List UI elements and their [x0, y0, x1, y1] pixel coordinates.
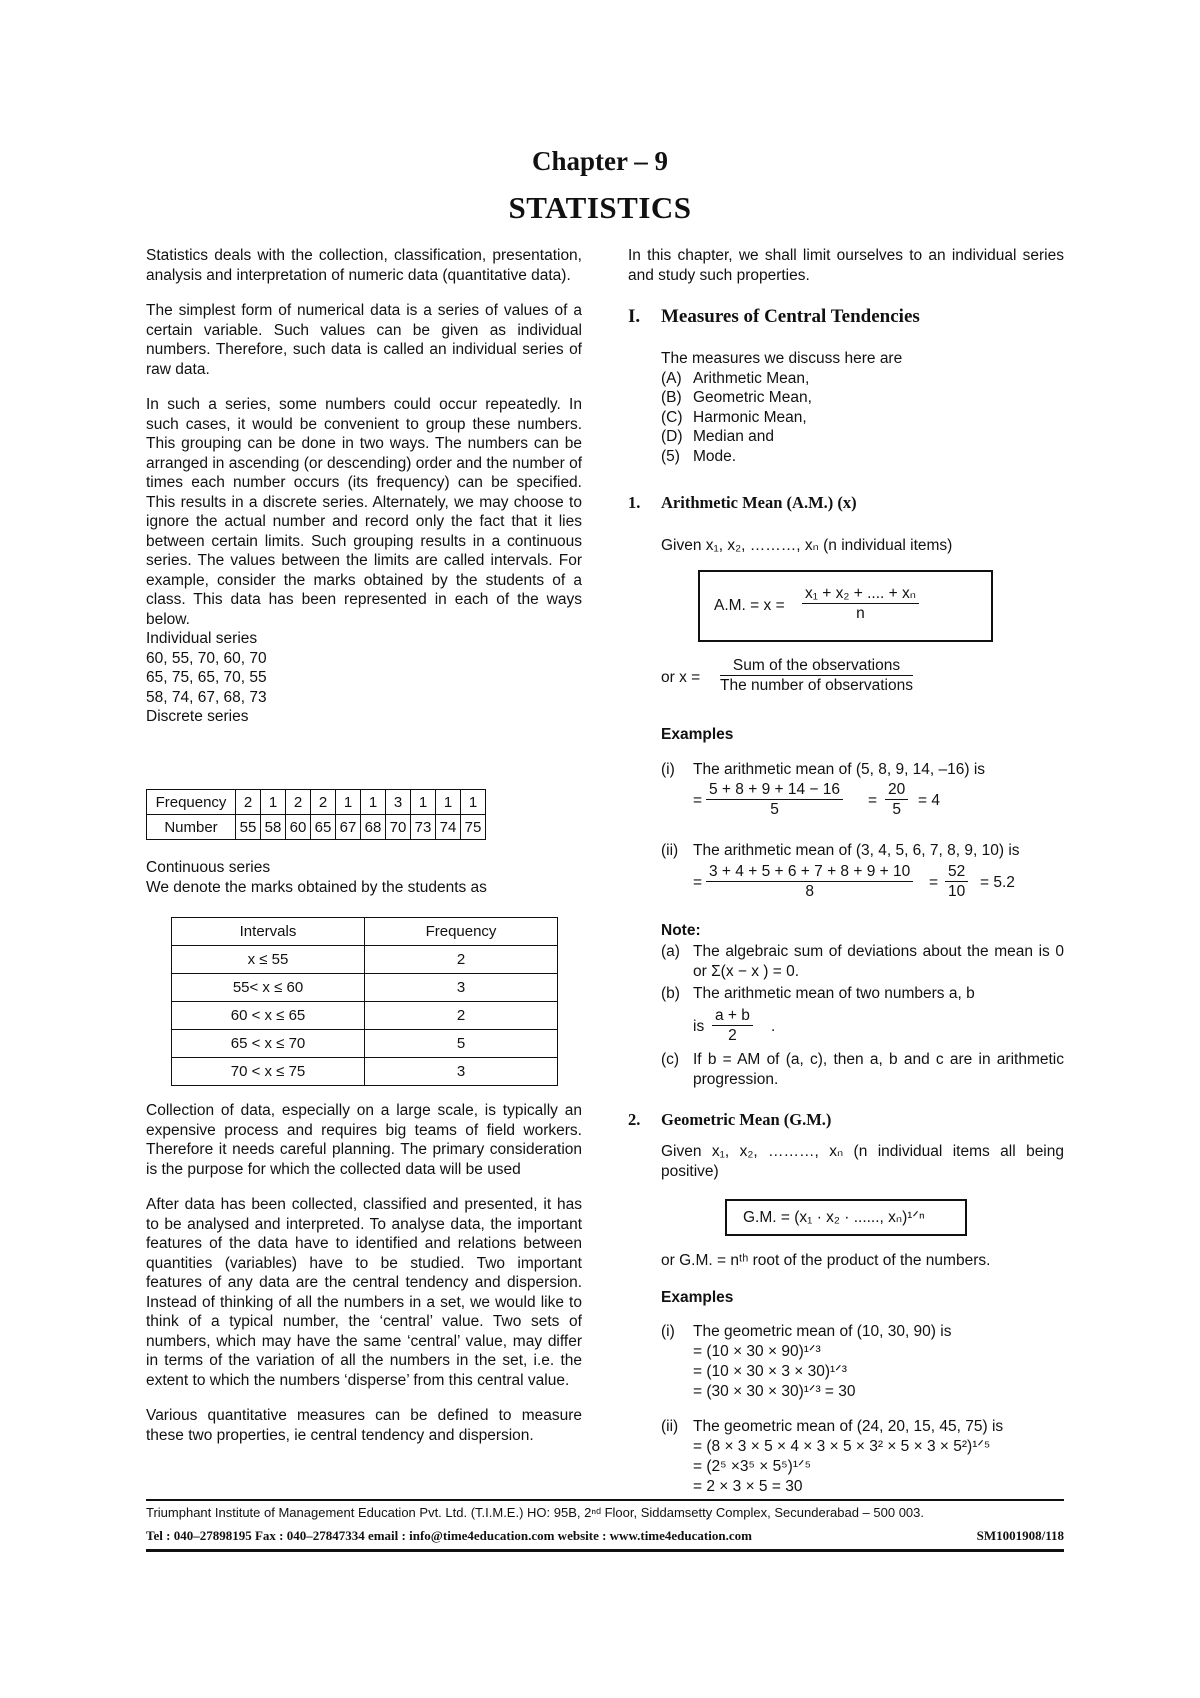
paragraph-chapter-scope: In this chapter, we shall limit ourselves to an individual series and study such properties. [628, 247, 1064, 284]
section-number: I. [628, 306, 641, 327]
list-item-text: Geometric Mean, [693, 389, 812, 406]
footer-contact [146, 1528, 1064, 1544]
fraction-denominator: 10 [948, 883, 966, 900]
note-tag: (a) [661, 943, 680, 960]
number-cell: 67 [336, 815, 361, 840]
table-header: Intervals [172, 918, 365, 946]
section-heading: Measures of Central Tendencies [661, 306, 920, 327]
individual-row: 60, 55, 70, 60, 70 [146, 649, 267, 667]
frequency-cell: 1 [361, 790, 386, 815]
am-given: Given x₁, x₂, ………, xₙ (n individual items) [661, 537, 953, 554]
discrete-series-label: Discrete series [146, 708, 249, 725]
list-item [661, 369, 1064, 389]
number-label: Number [147, 815, 236, 840]
fraction-numerator: 3 + 4 + 5 + 6 + 7 + 8 + 9 + 10 [706, 862, 913, 882]
chapter-heading: Chapter – 9 [531, 146, 668, 176]
number-cell: 75 [461, 815, 486, 840]
number-cell: 55 [236, 815, 261, 840]
example-text: The geometric mean of (24, 20, 15, 45, 75) is [693, 1418, 1004, 1435]
example-text: The arithmetic mean of (5, 8, 9, 14, –16) is [693, 761, 986, 778]
example-step: = (30 × 30 × 30)¹ᐟ³ = 30 [693, 1383, 856, 1400]
individual-row: 58, 74, 67, 68, 73 [146, 688, 267, 706]
gm-formula: G.M. = (x₁ · x₂ · ......, xₙ)¹ᐟⁿ [743, 1209, 925, 1226]
example-step: = (2⁵ ×3⁵ × 5⁵)¹ᐟ⁵ [693, 1458, 811, 1475]
discrete-series-table [146, 789, 486, 840]
measures-intro: The measures we discuss here are [661, 350, 903, 367]
example-step: = (8 × 3 × 5 × 4 × 3 × 5 × 3² × 5 × 3 × 5²)¹ᐟ⁵ [693, 1438, 991, 1455]
example-step: = 2 × 3 × 5 = 30 [693, 1478, 803, 1495]
am-formula-lhs: A.M. = x = [714, 597, 785, 614]
list-item-text: Median and [693, 428, 775, 445]
frequency-cell: 3 [365, 974, 558, 1002]
list-item-tag: (5) [661, 447, 680, 465]
fraction-numerator: a + b [712, 1006, 753, 1026]
frequency-cell: 3 [386, 790, 411, 815]
list-item [661, 447, 1064, 467]
equals-sign: = [868, 792, 878, 809]
paragraph-grouping: In such a series, some numbers could occur repeatedly. In such cases, it would be convenient to group these numbers. This grouping can be done in two ways. The numbers can be arranged in ascending (or descending) order and the number of times each number occurs (its frequency) can be specified. This results in a discrete series. Alternately, we may choose to ignore the actual number and record only the fact that it lies between certain limits. Such grouping results in a continuous series. The values between the limits are called intervals. For example, consider the marks obtained by the students of a class. This data has been represented in each of the ways below. [146, 396, 582, 628]
subsection-number: 1. [628, 493, 641, 512]
interval-cell: 60 < x ≤ 65 [172, 1002, 365, 1030]
examples-label: Examples [661, 1289, 734, 1306]
example-fraction [945, 862, 968, 901]
note-tag: (c) [661, 1051, 680, 1068]
table-row [172, 1030, 558, 1058]
measures-list [661, 349, 1064, 466]
paragraph-measures: Various quantitative measures can be defined to measure these two properties, ie central tendency and dispersion. [146, 1407, 582, 1444]
note-label: Note: [661, 922, 701, 939]
list-item [661, 408, 1064, 428]
fraction-numerator: x₁ + x₂ + .... + xₙ [802, 584, 919, 604]
fraction-denominator: n [856, 605, 865, 622]
example-tag: (i) [661, 1323, 675, 1340]
table-row [172, 1058, 558, 1086]
list-item-text: Mode. [693, 447, 737, 465]
subsection-number: 2. [628, 1110, 641, 1129]
fraction-denominator: 2 [728, 1027, 737, 1044]
gm-given: Given x₁, x₂, ………, xₙ (n individual items all being positive) [661, 1143, 1064, 1180]
note-text: The arithmetic mean of two numbers a, b [693, 985, 975, 1002]
fraction-numerator: 20 [885, 780, 908, 800]
individual-series-label: Individual series [146, 630, 258, 647]
list-item-tag: (A) [661, 369, 682, 387]
frequency-cell: 1 [411, 790, 436, 815]
number-cell: 60 [286, 815, 311, 840]
footer-bottom-rule [146, 1549, 1064, 1552]
frequency-label: Frequency [147, 790, 236, 815]
interval-cell: 70 < x ≤ 75 [172, 1058, 365, 1086]
table-header: Frequency [365, 918, 558, 946]
right-column-intro [628, 246, 1064, 285]
table-row [172, 1002, 558, 1030]
frequency-cell: 1 [261, 790, 286, 815]
example-fraction [706, 862, 913, 901]
list-item-tag: (C) [661, 408, 683, 426]
subsection-heading: Arithmetic Mean (A.M.) (x) [661, 493, 857, 512]
frequency-row [147, 790, 486, 815]
number-cell: 73 [411, 815, 436, 840]
number-cell: 58 [261, 815, 286, 840]
am-formula-box [698, 570, 993, 642]
list-item [661, 388, 1064, 408]
frequency-cell: 1 [336, 790, 361, 815]
frequency-cell: 1 [436, 790, 461, 815]
gm-formula-box [725, 1199, 967, 1236]
examples-label: Examples [661, 726, 734, 743]
frequency-cell: 2 [311, 790, 336, 815]
number-cell: 70 [386, 815, 411, 840]
continuous-series-table [171, 917, 558, 1086]
number-cell: 74 [436, 815, 461, 840]
interval-cell: 55< x ≤ 60 [172, 974, 365, 1002]
equals-sign: = [693, 874, 703, 891]
fraction-denominator: 5 [770, 801, 779, 818]
example-result: = 5.2 [980, 874, 1015, 891]
am-or-lhs: or x = [661, 669, 701, 686]
fraction-numerator: Sum of the observations [720, 656, 913, 676]
number-row [147, 815, 486, 840]
frequency-cell: 2 [365, 1002, 558, 1030]
fraction-denominator: 8 [805, 883, 814, 900]
number-cell: 68 [361, 815, 386, 840]
paragraph-raw-data: The simplest form of numerical data is a series of values of a certain variable. Such values can be given as individual numbers. Therefore, such data is called an individual series of raw data. [146, 302, 582, 378]
continuous-series-intro: We denote the marks obtained by the students as [146, 878, 487, 896]
example-text: The geometric mean of (10, 30, 90) is [693, 1323, 952, 1340]
note-tag: (b) [661, 985, 680, 1002]
list-item [661, 427, 1064, 447]
example-tag: (ii) [661, 1418, 679, 1435]
frequency-cell: 2 [365, 946, 558, 974]
subsection-heading: Geometric Mean (G.M.) [661, 1110, 832, 1129]
left-column [146, 246, 582, 727]
list-item-tag: (B) [661, 389, 682, 406]
interval-cell: x ≤ 55 [172, 946, 365, 974]
continuous-series-block [146, 858, 582, 897]
fraction-numerator: 52 [945, 862, 968, 882]
example-result: = 4 [918, 792, 940, 809]
note-period: . [771, 1018, 776, 1035]
footer-page-code: SM1001908/118 [976, 1528, 1064, 1543]
number-cell: 65 [311, 815, 336, 840]
footer-top-rule [146, 1499, 1064, 1501]
example-step: = (10 × 30 × 3 × 30)¹ᐟ³ [693, 1363, 847, 1380]
example-tag: (ii) [661, 842, 679, 859]
frequency-cell: 5 [365, 1030, 558, 1058]
equals-sign: = [693, 792, 703, 809]
page-title: STATISTICS [508, 190, 692, 225]
note-text: If b = AM of (a, c), then a, b and c are in arithmetic progression. [693, 1051, 1064, 1088]
example-tag: (i) [661, 761, 675, 778]
frequency-cell: 2 [286, 790, 311, 815]
frequency-cell: 2 [236, 790, 261, 815]
example-step: = (10 × 30 × 90)¹ᐟ³ [693, 1343, 821, 1360]
footer-address: Triumphant Institute of Management Education Pvt. Ltd. (T.I.M.E.) HO: 95B, 2ⁿᵈ Floor, Siddamsetty Complex, Secunderabad – 500 003. [146, 1505, 925, 1520]
frequency-cell: 3 [365, 1058, 558, 1086]
individual-row: 65, 75, 65, 70, 55 [146, 669, 267, 686]
note-is: is [693, 1018, 705, 1035]
am-or-fraction [720, 656, 913, 695]
am-formula-fraction [802, 584, 919, 623]
list-item-text: Arithmetic Mean, [693, 369, 810, 387]
example-fraction [706, 780, 843, 819]
table-row [172, 946, 558, 974]
table-header-row [172, 918, 558, 946]
continuous-series-label: Continuous series [146, 859, 271, 876]
list-item-text: Harmonic Mean, [693, 408, 807, 426]
fraction-numerator: 5 + 8 + 9 + 14 − 16 [706, 780, 843, 800]
left-column-lower [146, 1101, 582, 1445]
example-fraction [885, 780, 908, 819]
frequency-cell: 1 [461, 790, 486, 815]
fraction-denominator: The number of observations [720, 677, 913, 694]
paragraph-analysis: After data has been collected, classified and presented, it has to be analysed and interpreted. To analyse data, the important features of the data have to identified and relations between quantities (variables) have to be studied. Two important features of any data are the central tendency and dispersion. Instead of thinking of all the numbers in a set, we would like to think of a typical number, the ‘central’ value. Two sets of numbers, which may have the same ‘central’ value, may differ in terms of the variation of all the numbers in the set, i.e. the extent to which the numbers ‘disperse’ from this central value. [146, 1196, 582, 1389]
example-text: The arithmetic mean of (3, 4, 5, 6, 7, 8, 9, 10) is [693, 842, 1020, 859]
equals-sign: = [929, 874, 939, 891]
interval-cell: 65 < x ≤ 70 [172, 1030, 365, 1058]
list-item-tag: (D) [661, 428, 683, 445]
paragraph-intro: Statistics deals with the collection, classification, presentation, analysis and interpretation of numeric data (quantitative data). [146, 247, 582, 284]
table-row [172, 974, 558, 1002]
paragraph-collection: Collection of data, especially on a large scale, is typically an expensive process and requires big teams of field workers. Therefore it needs careful planning. The primary consideration is the purpose for which the collected data will be used [146, 1102, 582, 1178]
footer-contact-details: Tel : 040–27898195 Fax : 040–27847334 email : info@time4education.com website : www.time4education.com [146, 1528, 752, 1543]
fraction-denominator: 5 [892, 801, 901, 818]
note-text: The algebraic sum of deviations about the mean is 0 or Σ(x − x ) = 0. [693, 943, 1064, 980]
gm-or: or G.M. = nᵗʰ root of the product of the numbers. [661, 1252, 991, 1269]
note-fraction [712, 1006, 753, 1045]
